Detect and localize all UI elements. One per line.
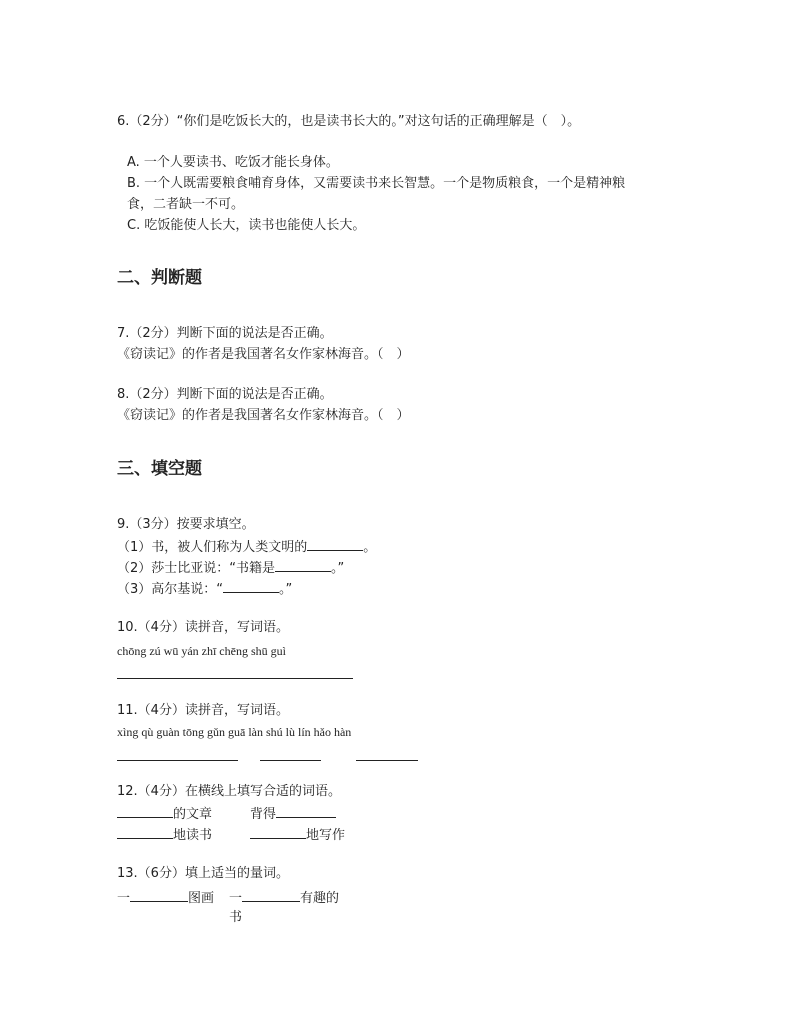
answer-blank[interactable]	[275, 559, 331, 572]
question-13-item-1	[117, 889, 214, 907]
answer-blank[interactable]	[117, 805, 173, 818]
question-7-stem: 7.（2分）判断下面的说法是否正确。	[117, 326, 333, 341]
question-9-line-3	[117, 580, 292, 598]
answer-line[interactable]	[117, 678, 353, 679]
answer-blank[interactable]	[276, 805, 336, 818]
question-13-word-2: 有趣的	[300, 891, 340, 906]
question-12-item-d-text: 地写作	[306, 828, 346, 843]
question-10-stem: 10.（4分）读拼音，写词语。	[117, 620, 289, 635]
question-13-one-1: 一	[117, 891, 131, 906]
question-6-option-b: B. 一个人既需要粮食哺育身体，又需要读书来长智慧。一个是物质粮食，一个是精神粮	[127, 176, 626, 191]
question-6-stem: 6.（2分）“你们是吃饭长大的，也是读书长大的。”对这句话的正确理解是（ ）。	[117, 114, 581, 129]
question-6-option-c: C. 吃饭能使人长大，读书也能使人长大。	[127, 218, 366, 233]
question-8-stem: 8.（2分）判断下面的说法是否正确。	[117, 387, 333, 402]
question-12-item-c-text: 地读书	[173, 828, 213, 843]
question-9-stem: 9.（3分）按要求填空。	[117, 517, 255, 532]
question-12-stem: 12.（4分）在横线上填写合适的词语。	[117, 784, 341, 799]
question-11-stem: 11.（4分）读拼音，写词语。	[117, 703, 289, 718]
question-9-line-3-text: （3）高尔基说：“	[117, 582, 224, 597]
question-6-option-b-cont: 食，二者缺一不可。	[127, 197, 245, 212]
question-12-item-b	[250, 805, 336, 823]
question-12-item-a	[117, 805, 212, 823]
section-heading-fill-blank: 三、填空题	[117, 459, 202, 479]
answer-line[interactable]	[117, 760, 238, 761]
question-12-item-b-text: 背得	[250, 807, 277, 822]
answer-line[interactable]	[260, 760, 321, 761]
question-12-item-c	[117, 826, 212, 844]
question-7-body: 《窃读记》的作者是我国著名女作家林海音。（ ）	[117, 347, 410, 362]
question-10-pinyin: chōng zú wū yán zhī chēng shū guì	[117, 644, 286, 658]
question-13-item-2	[229, 889, 339, 907]
question-13-word-1: 图画	[188, 891, 215, 906]
question-13-one-2: 一	[229, 891, 243, 906]
question-12-item-a-text: 的文章	[173, 807, 213, 822]
question-9-line-3-end: 。”	[279, 582, 293, 597]
question-9-line-1-end: 。	[363, 540, 377, 555]
question-12-item-d	[250, 826, 345, 844]
answer-blank[interactable]	[130, 889, 188, 902]
answer-line[interactable]	[356, 760, 418, 761]
answer-blank[interactable]	[307, 538, 363, 551]
question-9-line-2-text: （2）莎士比亚说：“书籍是	[117, 561, 276, 576]
answer-blank[interactable]	[223, 580, 279, 593]
answer-blank[interactable]	[250, 826, 306, 839]
question-6-option-a: A. 一个人要读书、吃饭才能长身体。	[127, 155, 339, 170]
section-heading-judgment: 二、判断题	[117, 268, 202, 288]
question-13-stem: 13.（6分）填上适当的量词。	[117, 866, 289, 881]
answer-blank[interactable]	[117, 826, 173, 839]
question-8-body: 《窃读记》的作者是我国著名女作家林海音。（ ）	[117, 408, 410, 423]
question-13-word-3: 书	[229, 910, 243, 925]
answer-blank[interactable]	[242, 889, 300, 902]
question-9-line-1	[117, 538, 376, 556]
question-9-line-2	[117, 559, 344, 577]
question-9-line-1-text: （1）书，被人们称为人类文明的	[117, 540, 308, 555]
question-9-line-2-end: 。”	[331, 561, 345, 576]
question-11-pinyin: xìng qù guàn tōng gǔn guā làn shú lù lín hǎo hàn	[117, 725, 352, 739]
